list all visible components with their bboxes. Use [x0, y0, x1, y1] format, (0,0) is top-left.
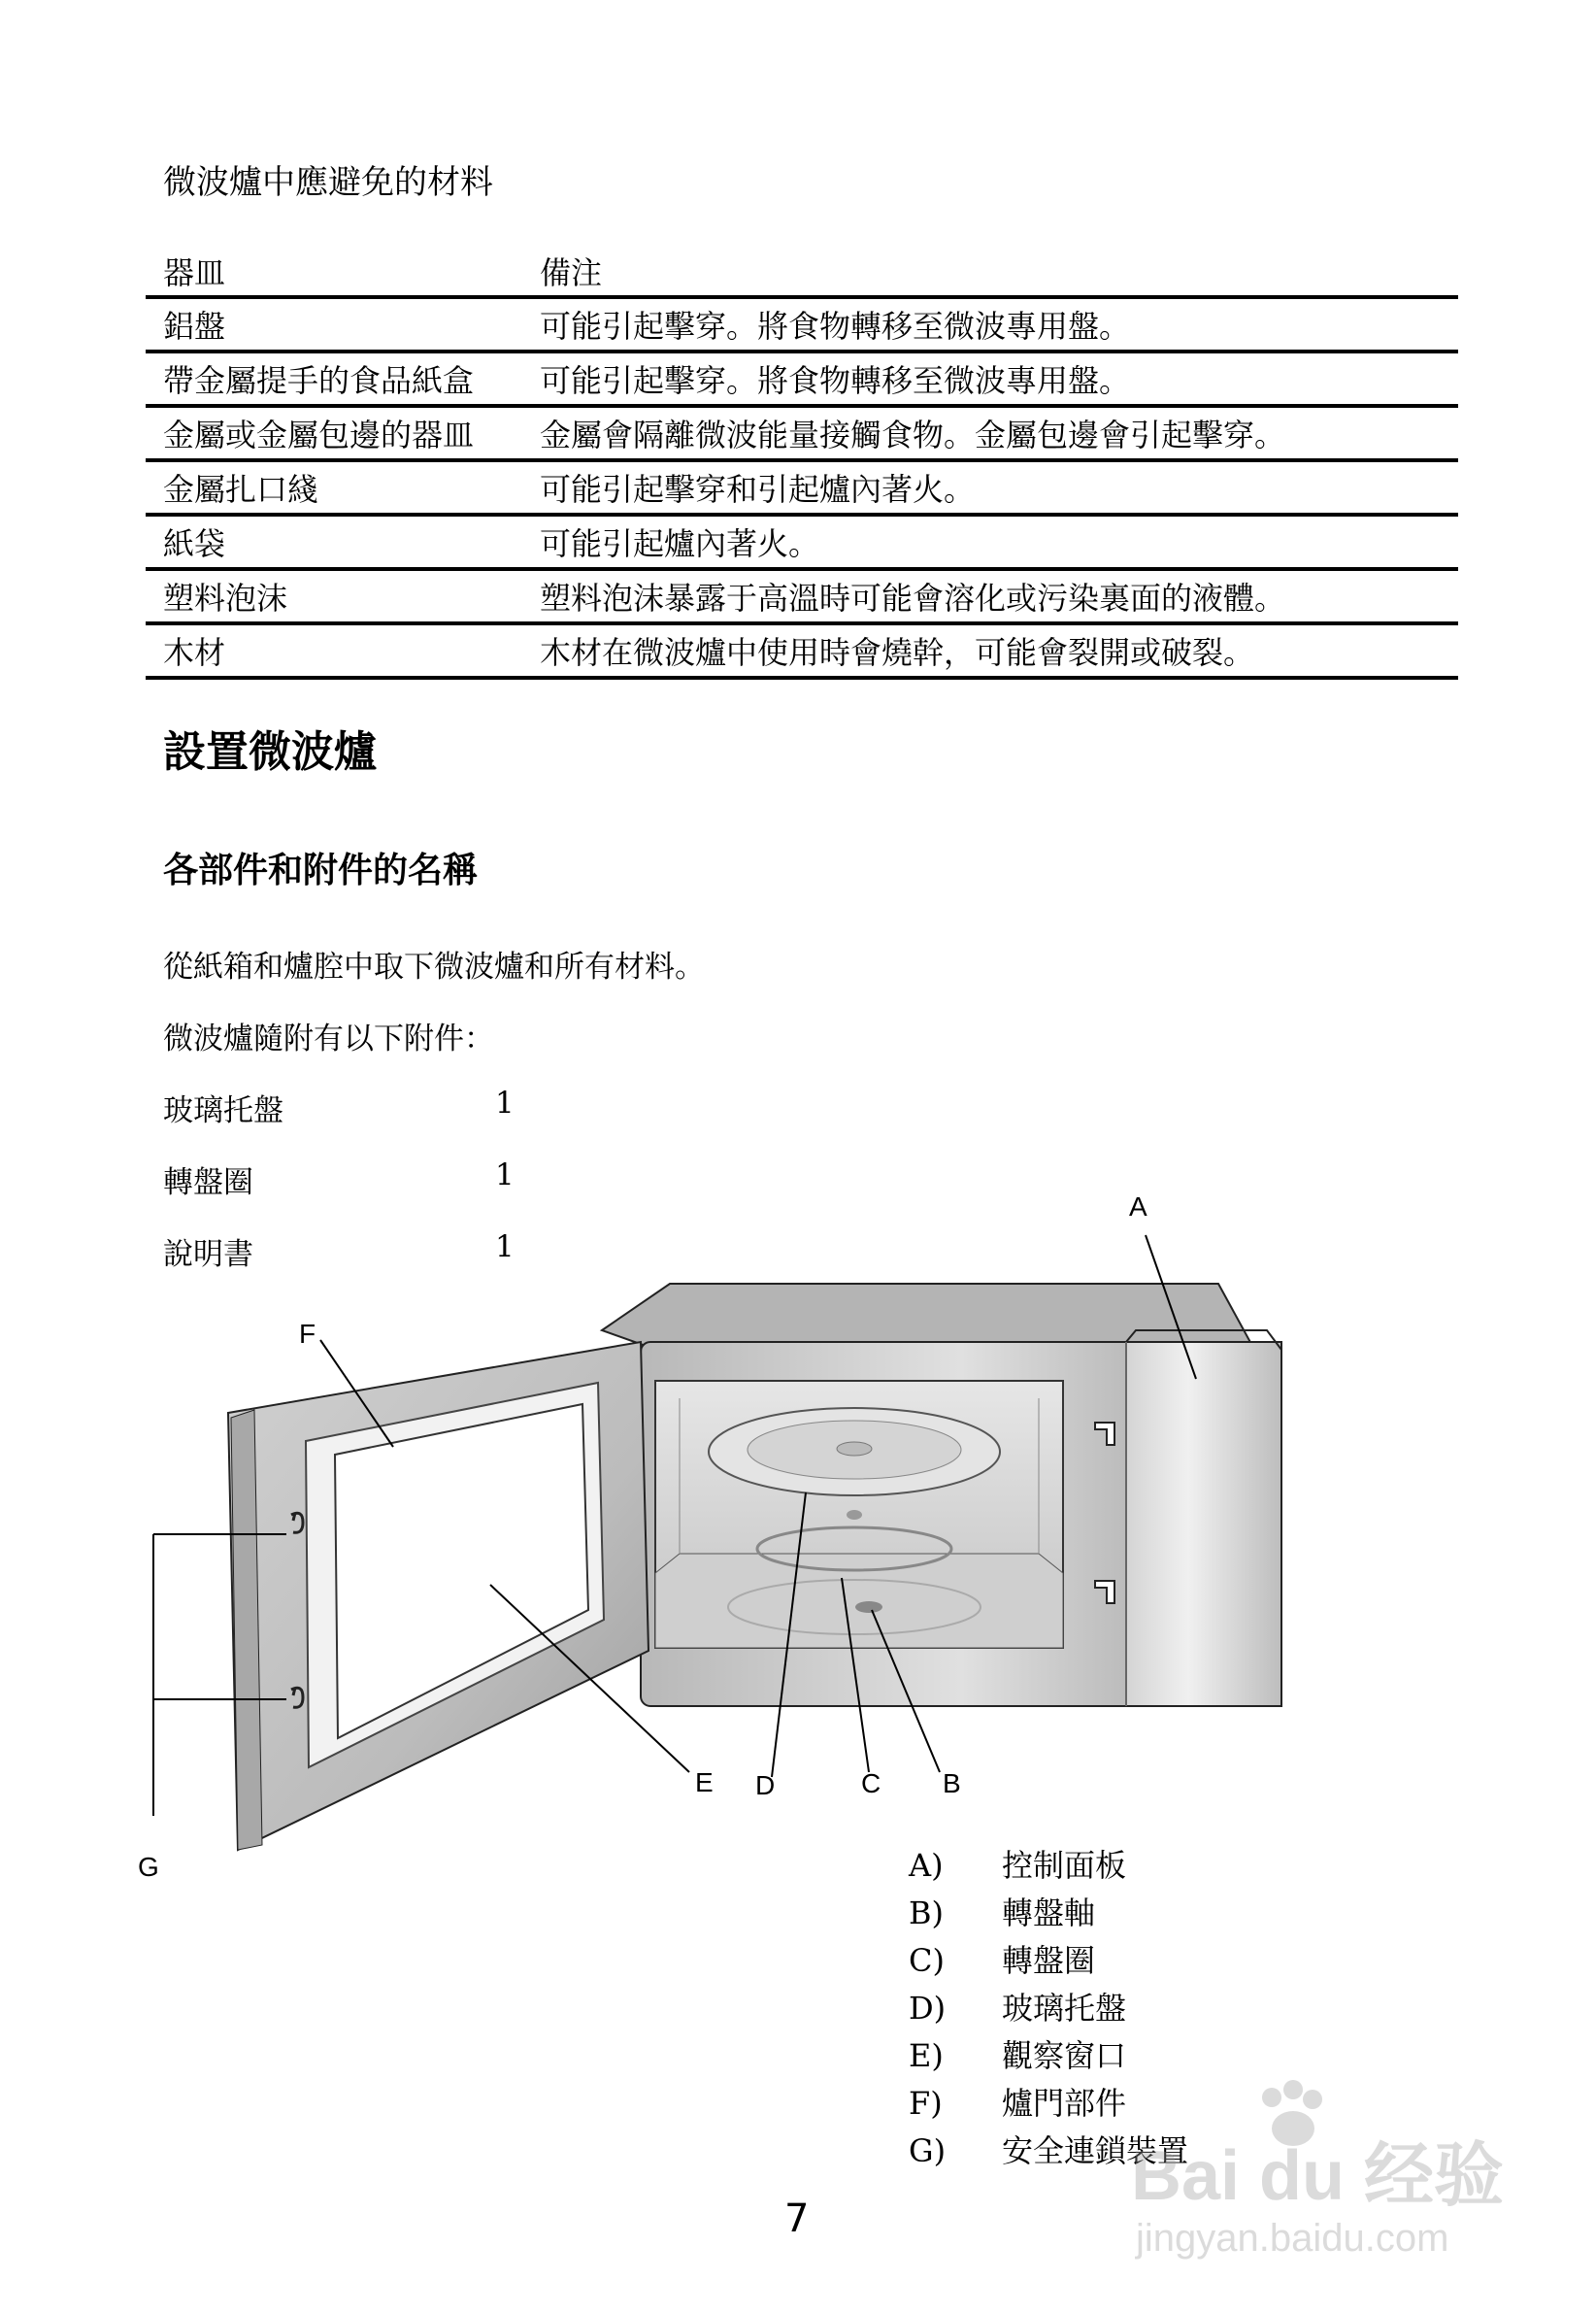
legend-item — [909, 1984, 1126, 2028]
control-panel — [1126, 1342, 1281, 1706]
materials-section-title: 微波爐中應避免的材料 — [163, 163, 493, 202]
remarks-cell: 可能引起擊穿。將食物轉移至微波專用盤。 — [522, 297, 1458, 352]
unpack-instruction: 從紙箱和爐腔中取下微波爐和所有材料。 — [163, 950, 705, 985]
legend-item — [909, 1889, 1095, 1933]
utensil-cell: 紙袋 — [146, 515, 522, 569]
legend-text: 轉盤軸 — [1002, 1894, 1096, 1931]
utensil-cell: 鋁盤 — [146, 297, 522, 352]
legend-text: 爐門部件 — [1002, 2085, 1127, 2122]
legend-text: 轉盤圈 — [1002, 1942, 1096, 1979]
legend-item — [909, 1841, 1126, 1886]
legend-text: 觀察窗口 — [1002, 2037, 1127, 2074]
part-label-e: E — [695, 1767, 714, 1797]
accessory-name: 轉盤圈 — [163, 1165, 253, 1200]
accessories-intro: 微波爐隨附有以下附件： — [163, 1022, 494, 1056]
legend-key: B) — [909, 1894, 944, 1931]
turntable-shaft — [855, 1601, 882, 1613]
utensil-cell: 塑料泡沫 — [146, 569, 522, 623]
accessory-qty: 1 — [495, 1157, 515, 1192]
page-number: 7 — [784, 2196, 810, 2241]
legend-key: G) — [909, 2132, 947, 2169]
watermark-brand: Bai du 经验 — [1131, 2137, 1505, 2215]
paw-icon — [1262, 2088, 1281, 2107]
legend-item — [909, 2079, 1126, 2124]
part-label-f: F — [299, 1319, 316, 1349]
column-header-remarks: 備注 — [522, 247, 1458, 297]
legend-key: F) — [909, 2085, 943, 2122]
accessory-name: 玻璃托盤 — [163, 1093, 283, 1128]
remarks-cell: 金屬會隔離微波能量接觸食物。金屬包邊會引起擊穿。 — [522, 406, 1458, 460]
part-label-b: B — [943, 1768, 961, 1798]
remarks-cell: 可能引起擊穿和引起爐內著火。 — [522, 460, 1458, 515]
utensil-cell: 金屬扎口綫 — [146, 460, 522, 515]
legend-text: 玻璃托盤 — [1002, 1990, 1127, 2027]
baidu-jingyan-watermark — [1126, 2068, 1524, 2263]
legend-key: A) — [909, 1847, 944, 1884]
legend-key: C) — [909, 1942, 945, 1979]
accessory-qty: 1 — [495, 1086, 515, 1121]
accessory-qty: 1 — [495, 1229, 515, 1264]
accessory-name: 說明書 — [163, 1237, 253, 1272]
remarks-cell: 塑料泡沫暴露于高溫時可能會溶化或污染裏面的液體。 — [522, 569, 1458, 623]
legend-item — [909, 1936, 1095, 1981]
utensil-cell: 帶金屬提手的食品紙盒 — [146, 352, 522, 406]
parts-subheading: 各部件和附件的名稱 — [163, 851, 479, 890]
oven-top — [602, 1284, 1252, 1346]
legend-text: 安全連鎖裝置 — [1002, 2132, 1189, 2169]
utensil-cell: 金屬或金屬包邊的器皿 — [146, 406, 522, 460]
remarks-cell: 木材在微波爐中使用時會燒幹，可能會裂開或破裂。 — [522, 623, 1458, 678]
part-label-c: C — [861, 1768, 881, 1798]
column-header-utensil: 器皿 — [146, 247, 522, 297]
remarks-cell: 可能引起擊穿。將食物轉移至微波專用盤。 — [522, 352, 1458, 406]
legend-key: D) — [909, 1990, 947, 2027]
watermark-url: jingyan.baidu.com — [1136, 2217, 1449, 2260]
legend-text: 控制面板 — [1002, 1847, 1127, 1884]
part-label-a: A — [1129, 1191, 1147, 1222]
remarks-cell: 可能引起爐內著火。 — [522, 515, 1458, 569]
part-label-g: G — [138, 1852, 159, 1882]
setup-heading: 設置微波爐 — [163, 727, 377, 777]
part-label-d: D — [755, 1770, 776, 1800]
legend-key: E) — [909, 2037, 944, 2074]
utensil-cell: 木材 — [146, 623, 522, 678]
legend-item — [909, 2031, 1126, 2076]
